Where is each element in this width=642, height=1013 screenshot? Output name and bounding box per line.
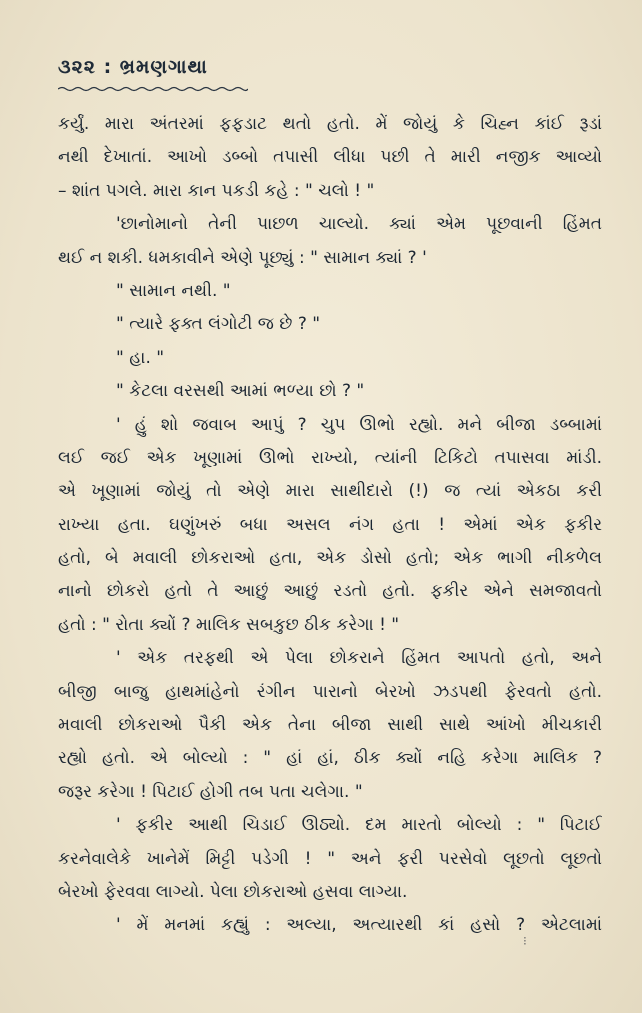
text-line: થઈ ન શકી. ધમકાવીને એણે પૂછ્યું : " સામાન ક્યાં ? ' (58, 247, 427, 268)
text-line: જરૂર કરેગા ! પિટાઈ હોગી તબ પતા ચલેગા. " (58, 781, 363, 802)
text-line: નાનો છોકરો હતો તે આછું આછું રડતો હતો. ફકીર એને સમજાવતો (58, 581, 602, 602)
text-line: ' હું શો જવાબ આપું ? ચુપ ઊભો રહ્યો. મને બીજા ડબ્બામાં (116, 414, 602, 435)
text-line: એ ખૂણામાં જોયું તો એણે મારા સાથીદારો (!) જ ત્યાં એકઠા કરી (58, 481, 602, 502)
text-line: ' મેં મનમાં કહ્યું : અલ્યા, અત્યારથી કાં હસો ? એટલામાં (116, 915, 602, 936)
text-line: કર્યું. મારા અંતરમાં ફફડાટ થતો હતો. મેં જોયું કે ચિહ્ન કાંઈ રૂડાં (58, 114, 602, 134)
text-line: " ત્યારે ફક્ત લંગોટી જ છે ? " (116, 314, 321, 335)
text-line: બીજી બાજુ હાથમાંહેનો રંગીન પારાનો બેરખો ઝડપથી ફેરવતો હતો. (58, 681, 602, 702)
text-line: લઈ જઈ એક ખૂણામાં ઊભો રાખ્યો, ત્યાંની ટિકિટો તપાસવા માંડી. (58, 447, 602, 468)
page-body-text (58, 108, 602, 943)
text-line: રહ્યો હતો. એ બોલ્યો : " હાં હાં, ઠીક ક્યોં નહિ કરેગા માલિક ? (58, 748, 602, 769)
text-line: " સામાન નથી. " (116, 280, 231, 301)
paper-speck: ⁝ (523, 934, 527, 948)
text-line: રાખ્યા હતા. ઘણુંખરું બધા અસલ નંગ હતા ! એમાં એક ફકીર (58, 514, 602, 535)
text-line: ' એક તરફથી એ પેલા છોકરાને હિંમત આપતો હતો, અને (116, 648, 602, 669)
text-line: હતો : " રોતા ક્યોં ? માલિક સબકુછ ઠીક કરેગા ! " (58, 614, 400, 635)
text-line: ' ફકીર આથી ચિડાઈ ઊઠ્યો. દમ મારતો બોલ્યો : " પિટાઈ (116, 815, 602, 836)
text-line: મવાલી છોકરાઓ પૈકી એક તેના બીજા સાથી સાથે આંખો મીચકારી (58, 715, 602, 736)
text-line: કરનેવાલેકે ખાનેમેં મિટ્ટી પડેગી ! " અને ફરી પરસેવો લૂછતો લૂછતો (58, 848, 602, 869)
running-header: ૩૨૨ : ભ્રમણગાથા (58, 56, 208, 78)
text-line: નથી દેખાતાં. આખો ડબ્બો તપાસી લીધા પછી તે મારી નજીક આવ્યો (58, 147, 602, 168)
text-line: 'છાનોમાનો તેની પાછળ ચાલ્યો. ક્યાં એમ પૂછવાની હિંમત (116, 214, 602, 235)
text-line: બેરખો ફેરવવા લાગ્યો. પેલા છોકરાઓ હસવા લાગ્યા. (58, 881, 408, 902)
text-line: " કેટલા વરસથી આમાં ભળ્યા છો ? " (116, 381, 365, 402)
text-line: હતો, બે મવાલી છોકરાઓ હતા, એક ડોસો હતો; એક ભાગી નીકળેલ (58, 548, 602, 569)
header-wavy-rule (58, 86, 248, 92)
text-line: – શાંત પગલે. મારા કાન પકડી કહે : " ચલો ! " (58, 180, 375, 201)
text-line: " હા. " (116, 347, 165, 368)
